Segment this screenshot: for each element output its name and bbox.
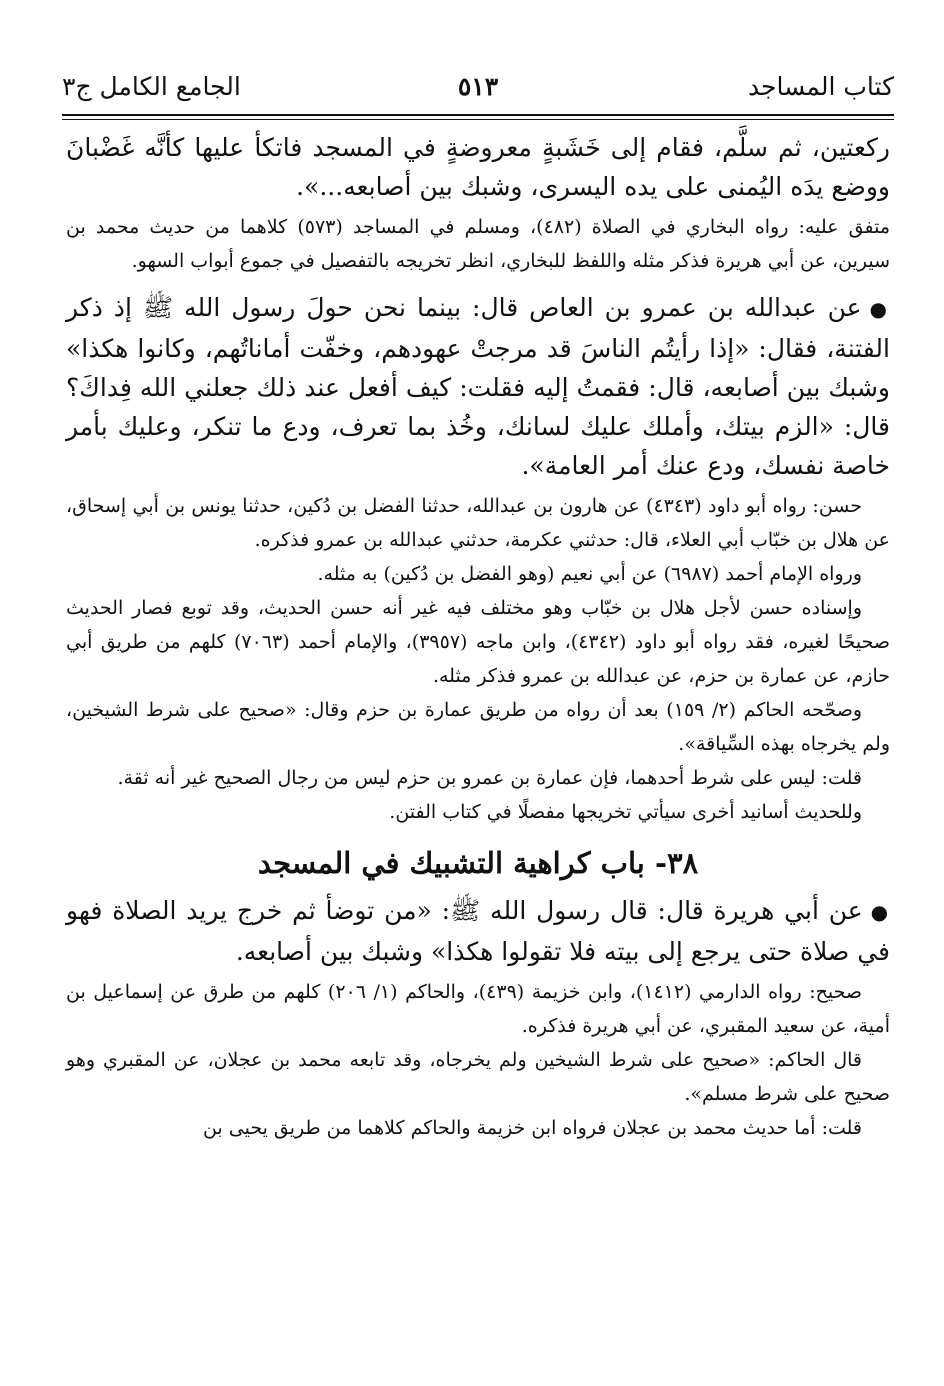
header-rule [62,114,894,116]
chapter-title: كتاب المساجد [747,72,894,101]
takhrij-note: وصحّحه الحاكم (٢/ ١٥٩) بعد أن رواه من طريق عمارة بن حزم وقال: «صحيح على شرط الشيخين، ولم يخرجاه بهذه السِّياقة». [66,699,890,755]
takhrij-note: حسن: رواه أبو داود (٤٣٤٣) عن هارون بن عبدالله، حدثنا الفضل بن دُكين، حدثنا يونس بن أبي إسحاق، عن هلال بن خبّاب أبي العلاء، قال: حدثني عكرمة، حدثني عبدالله بن عمرو فذكره. [66,495,890,551]
bullet-icon: ● [869,297,890,321]
takhrij-note: وإسناده حسن لأجل هلال بن خبّاب وهو مختلف فيه غير أنه حسن الحديث، وقد توبع فصار الحديث صحيحًا لغيره، فقد رواه أبو داود (٤٣٤٢)، وابن ماجه (٣٩٥٧)، والإمام أحمد (٧٠٦٣) كلهم من طريق أبي حازم، عن عمارة بن حزم، عن عبدالله بن عمرو فذكر مثله. [66,597,891,687]
takhrij-note: قلت: أما حديث محمد بن عجلان فرواه ابن خزيمة والحاكم كلاهما من طريق يحيى بن [202,1117,862,1139]
takhrij-note: متفق عليه: رواه البخاري في الصلاة (٤٨٢)، ومسلم في المساجد (٥٧٣) كلاهما من حديث محمد بن سيرين، عن أبي هريرة فذكر مثله واللفظ للبخاري، انظر تخريجه بالتفصيل في جموع أبواب السهو. [66,216,890,272]
hadith-text-continued: ركعتين، ثم سلَّم، فقام إلى خَشَبةٍ معروضةٍ في المسجد فاتكأ عليها كأنَّه غَضْبانَ ووضع يدَه اليُمنى على يده اليسرى، وشبك بين أصابعه...». [66,133,890,201]
takhrij-note: وللحديث أسانيد أخرى سيأتي تخريجها مفصلًا في كتاب الفتن. [389,801,862,823]
takhrij-note: ورواه الإمام أحمد (٦٩٨٧) عن أبي نعيم (وهو الفضل بن دُكين) به مثله. [317,563,862,585]
page-header [62,66,894,114]
hadith-body: عن أبي هريرة قال: قال رسول الله ﷺ: «من توضأ ثم خرج يريد الصلاة فهو في صلاة حتى يرجع إلى بيته فلا تقولوا هكذا» وشبك بين أصابعه. [66,896,890,966]
bullet-icon: ● [870,900,890,924]
hadith-text [66,288,890,485]
takhrij-note: صحيح: رواه الدارمي (١٤١٢)، وابن خزيمة (٤٣٩)، والحاكم (١/ ٢٠٦) كلهم من طرق عن إسماعيل بن أمية، عن سعيد المقبري، عن أبي هريرة فذكره. [66,981,890,1037]
section-heading: ٣٨- باب كراهية التشبيك في المسجد [257,846,699,880]
takhrij-note: قلت: ليس على شرط أحدهما، فإن عمارة بن عمرو بن حزم ليس من رجال الصحيح غير أنه ثقة. [117,767,862,789]
hadith-body: عن عبدالله بن عمرو بن العاص قال: بينما نحن حولَ رسول الله ﷺ إذ ذكر الفتنة، فقال: «إذا رأيتُم الناسَ قد مرجتْ عهودهم، وخفّت أماناتُهم، وكانوا هكذا» وشبك بين أصابعه، قال: فقمتُ إليه فقلت: كيف أفعل عند ذلك جعلني الله فِداكَ؟ قال: «الزم بيتك، وأملك عليك لسانك، وخُذ بما تعرف، ودع ما تنكر، وعليك بأمر خاصة نفسك، ودع عنك أمر العامة». [66,293,890,480]
header-rule-thin [62,119,894,120]
page-number: ٥١٣ [457,72,499,101]
page-body [66,128,890,1145]
book-title: الجامع الكامل ج٣ [62,72,241,101]
hadith-text [66,891,890,971]
takhrij-note: قال الحاكم: «صحيح على شرط الشيخين ولم يخرجاه، وقد تابعه محمد بن عجلان، عن المقبري وهو صحيح على شرط مسلم». [66,1049,890,1105]
